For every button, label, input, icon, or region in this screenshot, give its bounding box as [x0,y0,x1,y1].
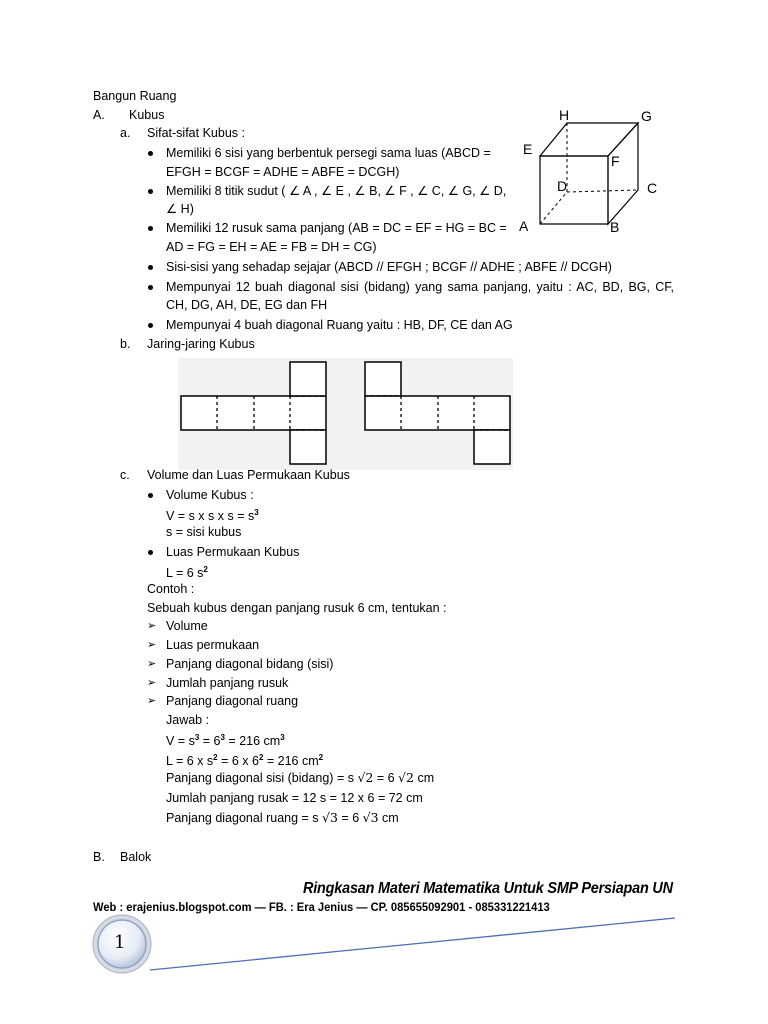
page-heading: Bangun Ruang [93,89,177,103]
property-1-line-1: Memiliki 6 sisi yang berbentuk persegi sama luas (ABCD = [166,146,491,160]
page-number: 1 [114,932,126,953]
cube-label-b: B [610,219,620,235]
surface-title: Luas Permukaan Kubus [166,545,300,559]
cube-label-h: H [559,107,570,123]
cube-right-face [608,123,638,224]
footer-title: Ringkasan Materi Matematika Untuk SMP Persiapan UN [303,880,673,897]
property-5-line-2: CH, DG, AH, DE, EG dan FH [166,298,328,312]
property-2-line-1: Memiliki 8 titik sudut ( ∠ A , ∠ E , ∠ B, ∠ F , ∠ C, ∠ G, ∠ D, [166,184,507,198]
cube-label-c: C [647,180,658,196]
example-label: Contoh : [147,582,195,596]
sub-c-marker: c. [120,468,130,482]
answer-label: Jawab : [166,713,210,727]
example-question: Sebuah kubus dengan panjang rusuk 6 cm, tentukan : [147,601,447,615]
cube-hidden-edge-ad [540,192,567,224]
volume-formula: V = s x s x $s = s^3$ [166,508,259,523]
section-a-title: Kubus [129,108,165,122]
sub-a-title: Sifat-sifat Kubus : [147,126,245,140]
arrow-icon: ➢ [147,620,157,632]
section-a-marker: A. [93,108,105,122]
arrow-icon: ➢ [147,639,157,651]
property-3-line-1: Memiliki 12 rusuk sama panjang (AB = DC = EF = HG = BC = [166,221,507,235]
property-4: Sisi-sisi yang sehadap sejajar (ABCD // EFGH ; BCGF // ADHE ; ABFE // DCGH) [166,260,612,274]
surface-formula: L = 6 $s^2$ [166,565,208,580]
sub-b-title: Jaring-jaring Kubus [147,337,255,351]
answer-face-diagonal: Panjang diagonal sisi (bidang) = s √2 = 6 √2 cm [166,770,435,785]
property-3-line-2: AD = FG = EH = AE = FB = DH = CG) [166,240,377,254]
sqrt-symbol: √3 [362,810,379,825]
example-item-4: Jumlah panjang rusuk [166,676,289,690]
example-item-3: Panjang diagonal bidang (sisi) [166,657,334,671]
arrow-icon: ➢ [147,658,157,670]
property-1-line-2: EFGH = BCGF = ADHE = ABFE = DCGH) [166,165,400,179]
footer-decoration [90,910,680,990]
sqrt-symbol: √3 [322,810,338,825]
arrow-icon: ➢ [147,677,157,689]
section-b-title: Balok [120,850,152,864]
answer-edge-total: Jumlah panjang rusak = 12 s = 12 x 6 = 72 cm [166,791,423,805]
cube-label-d: D [557,178,568,194]
example-item-2: Luas permukaan [166,638,260,652]
answer-surface: L = 6 x $s^2 = 6$ x $6^2 = 216$ $cm^2$ [166,753,324,768]
volume-title: Volume Kubus : [166,488,254,502]
cube-label-e: E [523,141,533,157]
sub-c-title: Volume dan Luas Permukaan Kubus [147,468,350,482]
sub-b-marker: b. [120,337,131,351]
cube-hidden-edge-dc [567,190,638,192]
sqrt-symbol: √2 [398,770,414,785]
sqrt-symbol: √2 [357,770,374,785]
example-item-1: Volume [166,619,208,633]
answer-volume: $V = s^3 = 6^3 = 216$ $cm^3$ [166,733,285,748]
footer-rule [150,918,675,970]
footer-contact: Web : erajenius.blogspot.com — FB. : Era Jenius — CP. 085655092901 - 085331221413 [93,900,550,914]
section-b-marker: B. [93,850,105,864]
answer-space-diagonal: Panjang diagonal ruang = s √3 = 6 √3 cm [166,810,399,825]
arrow-icon: ➢ [147,695,157,707]
property-5-line-1: Mempunyai 12 buah diagonal sisi (bidang) yang sama panjang, yaitu : AC, BD, BG, CF, [166,280,674,294]
cube-label-g: G [641,108,652,124]
cube-front-face [540,156,608,224]
cube-diagram [510,100,670,240]
cube-nets-diagram [178,358,513,470]
example-item-5: Panjang diagonal ruang [166,694,299,708]
sub-a-marker: a. [120,126,131,140]
cube-label-a: A [519,218,529,234]
property-6: Mempunyai 4 buah diagonal Ruang yaitu : HB, DF, CE dan AG [166,318,513,332]
cube-label-f: F [611,153,620,169]
property-2-line-2: ∠ H) [166,202,194,216]
volume-note: s = sisi kubus [166,525,242,539]
